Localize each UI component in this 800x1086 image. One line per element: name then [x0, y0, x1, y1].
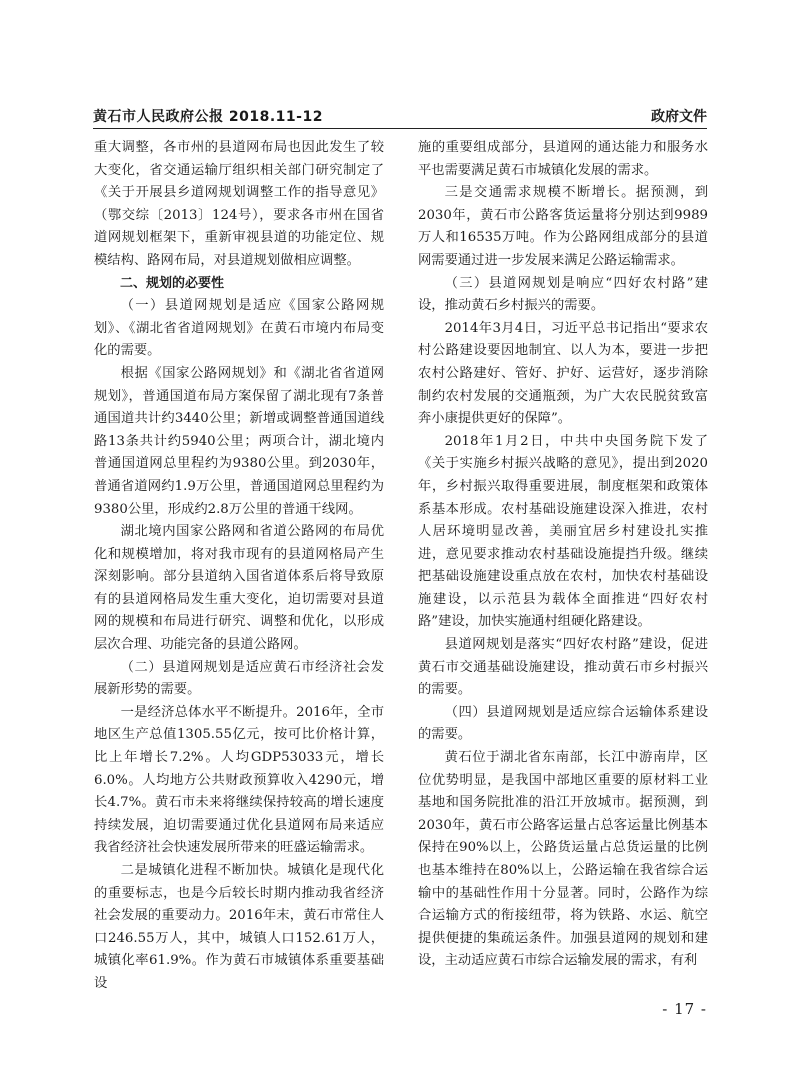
left-text-column: [94, 137, 384, 996]
subsection-heading: （三）县道网规划是响应“四好农村路”建设，推动黄石乡村振兴的需要。: [418, 275, 708, 314]
section-label: 政府文件: [651, 109, 707, 125]
paragraph: 湖北境内国家公路网和省道公路网的布局优化和规模增加，将对我市现有的县道网格局产生深刻影响。部分县道纳入国省道体系后将导致原有的县道网格局发生重大变化，迫切需要对县道网的规模和布局进行研究、调整和优化，以形成层次合理、功能完备的县道公路网。: [94, 524, 384, 653]
paragraph: 黄石位于湖北省东南部，长江中游南岸，区位优势明显，是我国中部地区重要的原材料工业基地和国务院批准的沿江开放城市。据预测，到2030年，黄石市公路客运量占总客运量比例基本保持在90%以上，公路货运量占总货运量的比例也基本维持在80%以上，公路运输在我省综合运输中的基础性作用十分显著。同时，公路作为综合运输方式的衔接纽带，将为铁路、水运、航空提供便捷的集疏运条件。加强县道网的规划和建设，主动适应黄石市综合运输发展的需求，有利: [418, 750, 708, 969]
paragraph: 2014年3月4日，习近平总书记指出“要求农村公路建设要因地制宜、以人为本，要进一步把农村公路建好、管好、护好、运营好，逐步消除制约农村发展的交通瓶颈，为广大农民脱贫致富奔小康提供更好的保障”。: [418, 320, 708, 427]
paragraph-continuation: 施的重要组成部分，县道网的通达能力和服务水平也需要满足黄石市城镇化发展的需求。: [418, 140, 708, 178]
running-header: [93, 104, 707, 126]
page-number: - 17 -: [662, 1000, 707, 1018]
subsection-heading: （一）县道网规划是适应《国家公路网规划》、《湖北省省道网规划》在黄石市境内布局变化的需要。: [94, 298, 384, 359]
paragraph: 一是经济总体水平不断提升。2016年，全市地区生产总值1305.55亿元，按可比价格计算，比上年增长7.2%。人均GDP53033元，增长6.0%。人均地方公共财政预算收入4290元，增长4.7%。黄石市未来将继续保持较高的增长速度持续发展，迫切需要通过优化县道网布局来适应我省经济社会快速发展所带来的旺盛运输需求。: [94, 704, 384, 856]
paragraph: 县道网规划是落实“四好农村路”建设，促进黄石市交通基础设施建设，推动黄石市乡村振兴的需要。: [418, 637, 708, 698]
paragraph-continuation: 重大调整，各市州的县道网布局也因此发生了较大变化，省交通运输厅组织相关部门研究制定了《关于开展县乡道网规划调整工作的指导意见》（鄂交综〔2013〕124号），要求各市州在国省道网规划框架下，重新审视县道的功能定位、规模结构、路网布局，对县道规划做相应调整。: [94, 140, 384, 268]
paragraph: 根据《国家公路网规划》和《湖北省省道网规划》，普通国道布局方案保留了湖北现有7条普通国道共计约3440公里；新增或调整普通国道线路13条共计约5940公里；两项合计，湖北境内普通国道网总里程约为9380公里。到2030年，普通省道网约1.9万公里，普通国道网总里程约为9380公里，形成约2.8万公里的普通干线网。: [94, 365, 384, 517]
publication-title: 黄石市人民政府公报 2018.11-12: [93, 109, 323, 125]
paragraph: 三是交通需求规模不断增长。据预测，到2030年，黄石市公路客货运量将分别达到9989万人和16535万吨。作为公路网组成部分的县道网需要通过进一步发展来满足公路运输需求。: [418, 185, 708, 268]
subsection-heading: （二）县道网规划是适应黄石市经济社会发展新形势的需要。: [94, 659, 384, 698]
paragraph: 2018年1月2日，中共中央国务院下发了《关于实施乡村振兴战略的意见》，提出到2020年，乡村振兴取得重要进展，制度框架和政策体系基本形成。农村基础设施建设深入推进，农村人居环境明显改善，美丽宜居乡村建设扎实推进，意见要求推动农村基础设施提挡升级。继续把基础设施建设重点放在农村，加快农村基础设施建设，以示范县为载体全面推进“四好农村路”建设，加快实施通村组硬化路建设。: [418, 433, 708, 630]
right-text-column: [418, 137, 708, 973]
section-heading: 二、规划的必要性: [120, 275, 225, 291]
subsection-heading: （四）县道网规划是适应综合运输体系建设的需要。: [418, 704, 708, 743]
paragraph: 二是城镇化进程不断加快。城镇化是现代化的重要标志，也是今后较长时期内推动我省经济社会发展的重要动力。2016年末，黄石市常住人口246.55万人，其中，城镇人口152.61万人，城镇化率61.9%。作为黄石市城镇体系重要基础设: [94, 863, 384, 991]
header-divider: [93, 128, 707, 129]
